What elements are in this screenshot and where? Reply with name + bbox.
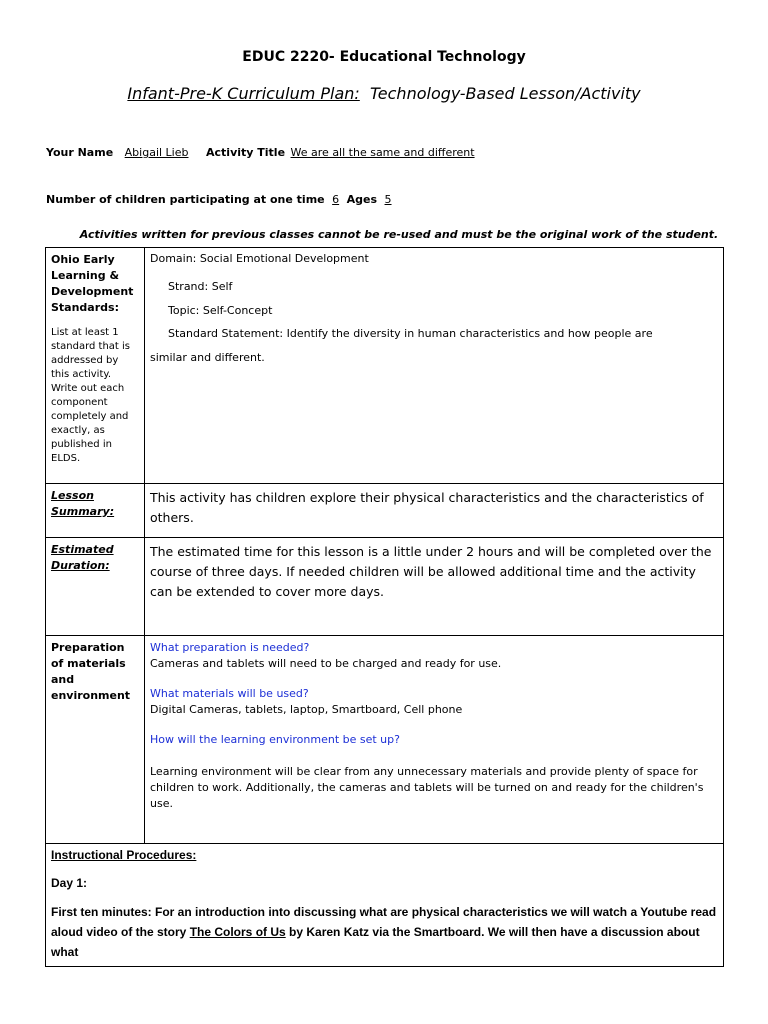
preparation-content-cell [145, 636, 724, 844]
summary-row [46, 484, 724, 538]
children-count-value: 6 [332, 193, 340, 206]
preparation-answer: Cameras and tablets will need to be charged and ready for use. [150, 657, 502, 670]
preparation-label-cell [46, 636, 145, 844]
standards-instruction: List at least 1 standard that is addressed by this activity. Write out each component completely and exactly, as published in ELDS. [51, 327, 131, 464]
environment-question: How will the learning environment be set up? [150, 733, 400, 746]
procedure-text: First ten minutes: For an introduction into discussing what are physical characteristics we will watch a Youtube read aloud video of the story [51, 905, 717, 939]
curriculum-plan-table [45, 247, 724, 967]
materials-question: What materials will be used? [150, 687, 309, 700]
subtitle-activity: Technology-Based Lesson/Activity [359, 84, 641, 103]
originality-notice: Activities written for previous classes cannot be re-used and must be the original work of the student. [79, 228, 719, 241]
activity-title-value: We are all the same and different [290, 146, 475, 159]
day-heading: Day 1: [51, 876, 88, 890]
standard-statement-continued: similar and different. [150, 350, 265, 364]
name-value: Abigail Lieb [124, 146, 189, 159]
summary-label: Lesson Summary: [51, 489, 115, 518]
standards-row [46, 248, 724, 484]
duration-text: The estimated time for this lesson is a little under 2 hours and will be completed over the course of three days. If needed children will be allowed additional time and the activity can be extended to cover more days. [150, 544, 712, 599]
procedure-text-continued: by Karen Katz via the Smartboard. We will then have a discussion about what [51, 925, 700, 959]
book-title: The Colors of Us [189, 925, 286, 939]
course-title: EDUC 2220- Educational Technology [242, 49, 526, 65]
duration-label: Estimated Duration: [51, 543, 114, 572]
subtitle-plan: Infant-Pre-K Curriculum Plan: [127, 84, 360, 103]
duration-row [46, 538, 724, 636]
children-count-label: Number of children participating at one time [46, 193, 325, 206]
preparation-question: What preparation is needed? [150, 641, 310, 654]
materials-answer: Digital Cameras, tablets, laptop, Smartboard, Cell phone [150, 703, 463, 716]
standard-domain: Domain: Social Emotional Development [150, 252, 369, 265]
standard-topic: Topic: Self-Concept [168, 303, 273, 317]
standard-strand: Strand: Self [168, 280, 233, 293]
standard-statement: Standard Statement: Identify the diversity in human characteristics and how people are [168, 327, 653, 340]
procedures-cell [46, 844, 724, 967]
name-label: Your Name [46, 146, 114, 159]
procedure-paragraph [51, 902, 718, 962]
standards-label-cell [46, 248, 145, 484]
preparation-label: Preparation of materials and environment [51, 641, 131, 702]
duration-content-cell [145, 538, 724, 636]
standards-content-cell [145, 248, 724, 484]
standards-label: Ohio Early Learning & Development Standards: [51, 253, 134, 314]
preparation-row [46, 636, 724, 844]
procedures-label: Instructional Procedures: [51, 848, 197, 862]
ages-label: Ages [346, 193, 378, 206]
summary-text: This activity has children explore their physical characteristics and the characteristics of others. [150, 490, 704, 525]
summary-content-cell [145, 484, 724, 538]
duration-label-cell [46, 538, 145, 636]
activity-title-label: Activity Title [206, 146, 286, 159]
children-ages-line [46, 193, 392, 206]
ages-value: 5 [384, 193, 392, 206]
document-subtitle [0, 84, 768, 103]
summary-label-cell [46, 484, 145, 538]
environment-answer: Learning environment will be clear from any unnecessary materials and provide plenty of space for children to work. Additionally, the cameras and tablets will be turned on and ready for the children's use. [150, 765, 704, 810]
procedures-row [46, 844, 724, 967]
name-activity-line [46, 146, 475, 159]
